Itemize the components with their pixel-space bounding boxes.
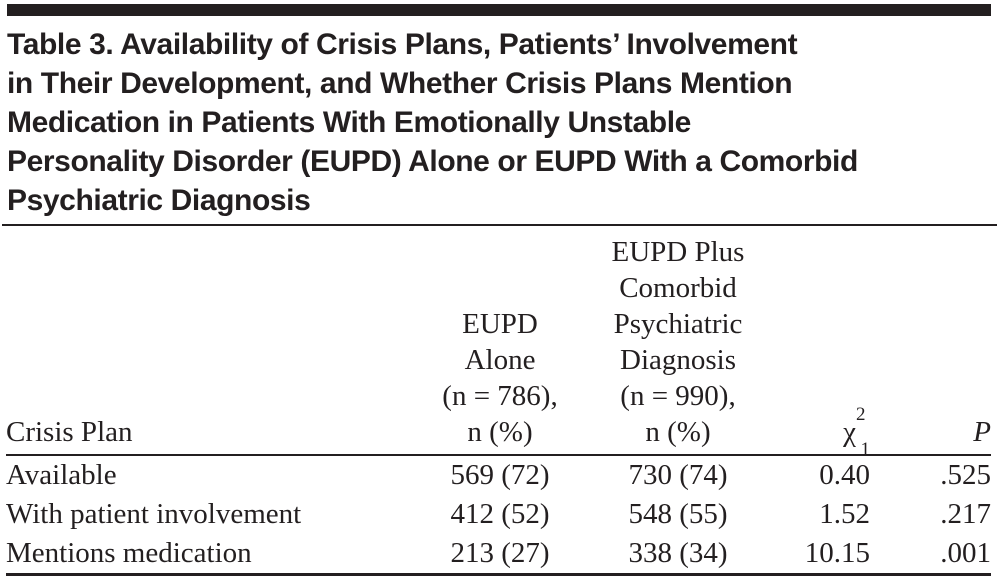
chi-square-subscript: 1: [860, 438, 870, 460]
header-line: Psychiatric: [613, 308, 743, 340]
header-line: n (%): [645, 416, 711, 448]
chi-square-symbol: $\chi^2_1$: [843, 404, 870, 460]
chi-square-cell: 10.15: [766, 534, 870, 575]
table-title-line: Psychiatric Diagnosis: [7, 184, 311, 217]
header-line: n (%): [467, 416, 533, 448]
header-line: (n = 786),: [442, 380, 558, 412]
chi-square-cell: 0.40: [819, 459, 870, 491]
column-header-chi-square: [766, 226, 870, 460]
row-label-cell: Mentions medication: [6, 534, 410, 575]
p-value-cell: .217: [940, 498, 991, 530]
row-label-cell: With patient involvement: [6, 498, 302, 530]
data-table: [6, 226, 991, 576]
table-title: [7, 25, 858, 220]
eupd-comorbid-cell: 338 (34): [590, 534, 766, 575]
header-line: Diagnosis: [620, 344, 736, 376]
header-row: [6, 226, 991, 455]
table-header: [6, 226, 991, 460]
header-line: EUPD: [462, 308, 538, 340]
header-line: Comorbid: [619, 272, 737, 304]
table-row: [6, 455, 991, 495]
column-header-crisis-plan: [6, 226, 410, 455]
eupd-alone-cell: 213 (27): [410, 534, 590, 575]
column-header-p-value: [870, 226, 991, 455]
chi-square-superscript: 2: [856, 404, 866, 426]
table-row: [6, 534, 991, 575]
top-accent-bar: [7, 4, 991, 16]
eupd-comorbid-cell: 730 (74): [628, 459, 728, 491]
table-title-line: Medication in Patients With Emotionally Unstable: [7, 106, 691, 139]
header-line: Crisis Plan: [6, 416, 133, 448]
table-title-line: in Their Development, and Whether Crisis Plans Mention: [7, 67, 793, 100]
p-value-symbol: P: [973, 416, 991, 448]
column-header-eupd-alone: [410, 226, 590, 455]
header-line: Alone: [464, 344, 536, 376]
header-line: (n = 990),: [620, 380, 736, 412]
p-value-cell: .001: [870, 534, 991, 575]
row-label-cell: Available: [6, 459, 117, 491]
eupd-alone-cell: 412 (52): [450, 498, 550, 530]
table-body: [6, 455, 991, 575]
table-title-line: Table 3. Availability of Crisis Plans, Patients’ Involvement: [7, 28, 798, 61]
eupd-comorbid-cell: 548 (55): [628, 498, 728, 530]
eupd-alone-cell: 569 (72): [450, 459, 550, 491]
column-header-eupd-comorbid: [590, 226, 766, 455]
table-row: [6, 495, 991, 534]
p-value-cell: .525: [940, 459, 991, 491]
table-title-line: Personality Disorder (EUPD) Alone or EUPD With a Comorbid: [7, 145, 858, 178]
header-line: EUPD Plus: [611, 236, 745, 268]
chi-square-cell: 1.52: [819, 498, 870, 530]
